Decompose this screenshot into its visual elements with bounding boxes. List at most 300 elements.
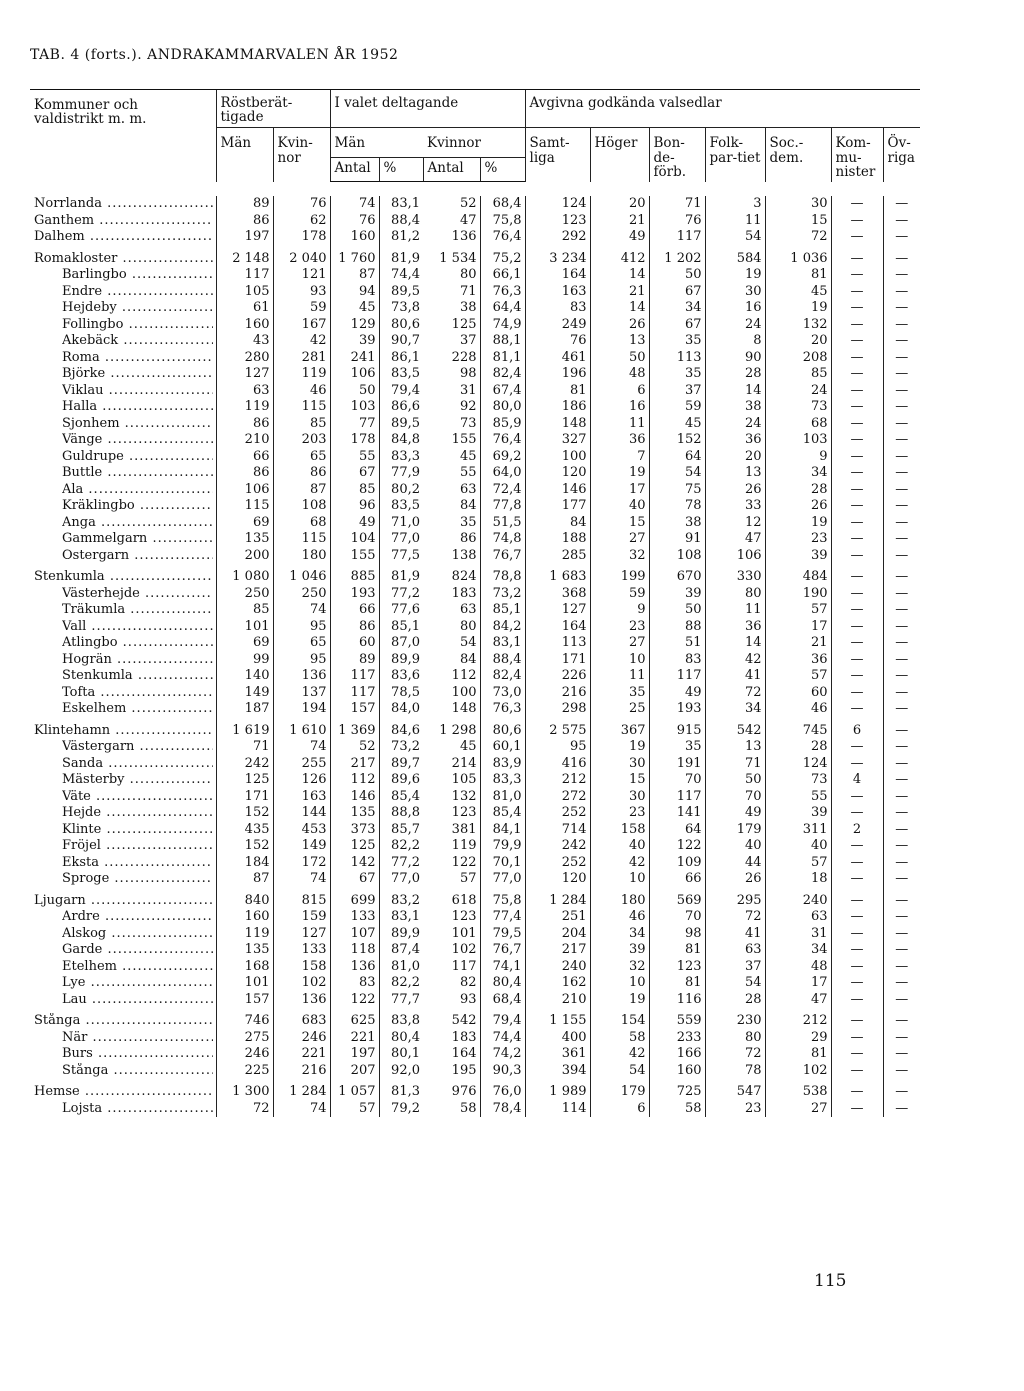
kommun-name-text: Mästerby ..... (62, 772, 213, 789)
cell-kommunister: — (831, 701, 883, 718)
header-pct-man: % (379, 158, 423, 182)
cell-folkpartiet: 37 (705, 959, 765, 976)
cell-deltagande-man-antal: 699 (330, 888, 379, 910)
cell-folkpartiet: 41 (705, 926, 765, 943)
kommun-name (30, 838, 216, 855)
cell-ovriga: — (883, 196, 920, 213)
kommun-name (30, 229, 216, 246)
cell-socdem: 132 (765, 317, 831, 334)
cell-bondeforb: 117 (649, 668, 705, 685)
cell-samtliga: 242 (525, 838, 590, 855)
cell-folkpartiet: 36 (705, 619, 765, 636)
cell-bondeforb: 58 (649, 1101, 705, 1118)
cell-ovriga: — (883, 482, 920, 499)
kommun-name-text: Väte ..... (62, 789, 213, 806)
cell-ovriga: — (883, 1046, 920, 1063)
cell-man: 61 (216, 300, 273, 317)
kommun-name (30, 1046, 216, 1063)
cell-hoger: 23 (590, 619, 649, 636)
cell-folkpartiet: 14 (705, 635, 765, 652)
cell-deltagande-man-antal: 117 (330, 668, 379, 685)
cell-kommunister: — (831, 333, 883, 350)
kommun-name-text: Burs ..... (62, 1046, 213, 1063)
kommun-name-text: Alskog ..... (62, 926, 213, 943)
kommun-name (30, 701, 216, 718)
cell-kvinnor: 108 (273, 498, 330, 515)
kommun-name (30, 635, 216, 652)
cell-kvinnor: 133 (273, 942, 330, 959)
cell-man: 840 (216, 888, 273, 910)
cell-samtliga: 252 (525, 805, 590, 822)
table-row (30, 432, 920, 449)
kommun-name-text: Eskelhem ..... (62, 701, 213, 718)
cell-socdem: 28 (765, 482, 831, 499)
cell-hoger: 42 (590, 855, 649, 872)
cell-bondeforb: 113 (649, 350, 705, 367)
cell-ovriga: — (883, 213, 920, 230)
cell-kvinnor: 62 (273, 213, 330, 230)
kommun-name (30, 465, 216, 482)
cell-kommunister: — (831, 284, 883, 301)
kommun-name-text: Kräklingbo ..... (62, 498, 213, 515)
cell-deltagande-kvinnor-antal: 57 (459, 871, 477, 887)
table-header (30, 90, 920, 182)
cell-socdem: 240 (765, 888, 831, 910)
cell-ovriga: — (883, 432, 920, 449)
cell-deltagande-man-antal: 67 (330, 465, 379, 482)
cell-ovriga: — (883, 668, 920, 685)
kommun-name (30, 515, 216, 532)
cell-deltagande-kvinnor-antal: 125 (451, 316, 477, 332)
cell-deltagande-kvinnor-pct: 85,4 (480, 805, 525, 822)
kommun-name-text: Vall ..... (62, 619, 213, 636)
cell-deltagande-man-antal: 155 (330, 548, 379, 565)
cell-deltagande-man-pct: 82,2 (379, 838, 423, 855)
cell-deltagande-man-pct: 77,2 (379, 586, 423, 603)
cell-folkpartiet: 584 (705, 246, 765, 268)
cell-deltagande-kvinnor-antal: 45 (459, 448, 477, 464)
cell-bondeforb: 569 (649, 888, 705, 910)
cell-bondeforb: 71 (649, 196, 705, 213)
cell-deltagande-man-pct: 83,1 (379, 909, 423, 926)
cell-deltagande-kvinnor-antal: 164 (451, 1046, 477, 1062)
cell-man: 106 (216, 482, 273, 499)
cell-ovriga: — (883, 300, 920, 317)
cell-man: 171 (216, 789, 273, 806)
cell-deltagande-man-antal: 625 (330, 1008, 379, 1030)
cell-deltagande-man-antal: 217 (330, 756, 379, 773)
kommun-name-text: Atlingbo ..... (62, 635, 213, 652)
cell-ovriga: — (883, 449, 920, 466)
cell-deltagande-man-antal: 118 (330, 942, 379, 959)
kommun-name-text: Ljugarn ..... (34, 893, 213, 910)
kommun-name-text: Västerhejde ..... (62, 586, 213, 603)
page-title: TAB. 4 (forts.). ANDRAKAMMARVALEN ÅR 1952 (30, 47, 399, 63)
cell-deltagande-man-pct: 86,1 (379, 350, 423, 367)
cell-deltagande-kvinnor-antal: 84 (459, 498, 477, 514)
cell-deltagande-kvinnor-antal: 52 (459, 196, 477, 212)
cell-bondeforb: 670 (649, 564, 705, 586)
cell-deltagande-man-antal: 55 (330, 449, 379, 466)
cell-socdem: 29 (765, 1030, 831, 1047)
header-avgivna-valsedlar: Avgivna godkända valsedlar (525, 90, 920, 128)
cell-kvinnor: 221 (273, 1046, 330, 1063)
cell-samtliga: 162 (525, 975, 590, 992)
cell-deltagande-kvinnor-antal: 47 (459, 212, 477, 228)
cell-deltagande-kvinnor-antal: 63 (459, 481, 477, 497)
kommun-name-text: Anga ..... (62, 515, 213, 532)
cell-man: 184 (216, 855, 273, 872)
cell-deltagande-kvinnor-pct: 76,4 (480, 229, 525, 246)
cell-samtliga: 461 (525, 350, 590, 367)
cell-deltagande-kvinnor-pct: 74,4 (480, 1030, 525, 1047)
cell-socdem: 39 (765, 805, 831, 822)
cell-ovriga: — (883, 805, 920, 822)
cell-man: 140 (216, 668, 273, 685)
kommun-name (30, 1008, 216, 1030)
cell-socdem: 68 (765, 416, 831, 433)
cell-kommunister: — (831, 317, 883, 334)
cell-deltagande-man-pct: 83,5 (379, 498, 423, 515)
cell-kommunister: — (831, 399, 883, 416)
cell-socdem: 26 (765, 498, 831, 515)
cell-deltagande-man-antal: 39 (330, 333, 379, 350)
cell-man: 101 (216, 619, 273, 636)
cell-kommunister: 2 (831, 822, 883, 839)
cell-kvinnor: 93 (273, 284, 330, 301)
cell-ovriga: — (883, 822, 920, 839)
cell-deltagande-man-pct: 77,2 (379, 855, 423, 872)
table-row (30, 586, 920, 603)
cell-hoger: 19 (590, 465, 649, 482)
cell-deltagande-man-pct: 89,6 (379, 772, 423, 789)
cell-deltagande-man-antal: 49 (330, 515, 379, 532)
cell-kommunister: — (831, 515, 883, 532)
cell-man: 125 (216, 772, 273, 789)
table-row (30, 701, 920, 718)
cell-deltagande-man-antal: 66 (330, 602, 379, 619)
kommun-name (30, 432, 216, 449)
cell-kvinnor: 137 (273, 685, 330, 702)
cell-folkpartiet: 8 (705, 333, 765, 350)
cell-bondeforb: 109 (649, 855, 705, 872)
kommun-name-text: Lye ..... (62, 975, 213, 992)
cell-deltagande-kvinnor-pct: 76,7 (480, 942, 525, 959)
cell-folkpartiet: 71 (705, 756, 765, 773)
cell-samtliga: 216 (525, 685, 590, 702)
cell-kommunister: — (831, 196, 883, 213)
cell-deltagande-kvinnor-antal: 93 (459, 991, 477, 1007)
kommun-name (30, 942, 216, 959)
cell-bondeforb: 193 (649, 701, 705, 718)
cell-man: 200 (216, 548, 273, 565)
cell-deltagande-kvinnor-antal: 31 (459, 382, 477, 398)
cell-samtliga: 100 (525, 449, 590, 466)
cell-kvinnor: 144 (273, 805, 330, 822)
cell-bondeforb: 67 (649, 284, 705, 301)
cell-bondeforb: 88 (649, 619, 705, 636)
table-row (30, 213, 920, 230)
cell-samtliga: 217 (525, 942, 590, 959)
cell-hoger: 199 (590, 564, 649, 586)
cell-deltagande-man-pct: 87,4 (379, 942, 423, 959)
table-row (30, 229, 920, 246)
kommun-name (30, 619, 216, 636)
cell-bondeforb: 35 (649, 366, 705, 383)
cell-samtliga: 120 (525, 871, 590, 888)
cell-deltagande-kvinnor-pct: 83,1 (480, 635, 525, 652)
cell-folkpartiet: 72 (705, 909, 765, 926)
cell-kvinnor: 1 046 (273, 564, 330, 586)
cell-kommunister: — (831, 1008, 883, 1030)
cell-deltagande-man-antal: 106 (330, 366, 379, 383)
cell-deltagande-man-pct: 84,8 (379, 432, 423, 449)
kommun-name-text: Lau ..... (62, 992, 213, 1009)
cell-hoger: 179 (590, 1079, 649, 1101)
cell-deltagande-man-pct: 92,0 (379, 1063, 423, 1080)
cell-socdem: 19 (765, 300, 831, 317)
cell-deltagande-kvinnor-antal: 122 (451, 854, 477, 870)
kommun-name (30, 1030, 216, 1047)
cell-man: 117 (216, 267, 273, 284)
cell-kvinnor: 281 (273, 350, 330, 367)
cell-socdem: 40 (765, 838, 831, 855)
cell-kvinnor: 683 (273, 1008, 330, 1030)
kommun-name-text: Guldrupe ..... (62, 449, 213, 466)
cell-samtliga: 83 (525, 300, 590, 317)
cell-ovriga: — (883, 992, 920, 1009)
kommun-name (30, 888, 216, 910)
cell-deltagande-kvinnor-antal: 80 (459, 267, 477, 283)
kommun-name (30, 685, 216, 702)
cell-deltagande-man-pct: 89,9 (379, 652, 423, 669)
cell-hoger: 26 (590, 317, 649, 334)
cell-samtliga: 127 (525, 602, 590, 619)
cell-samtliga: 1 155 (525, 1008, 590, 1030)
cell-deltagande-kvinnor-antal: 86 (459, 531, 477, 547)
cell-socdem: 9 (765, 449, 831, 466)
kommun-name (30, 756, 216, 773)
cell-deltagande-man-antal: 157 (330, 701, 379, 718)
cell-folkpartiet: 30 (705, 284, 765, 301)
cell-deltagande-kvinnor-pct: 64,0 (480, 465, 525, 482)
cell-socdem: 48 (765, 959, 831, 976)
cell-socdem: 24 (765, 383, 831, 400)
cell-samtliga: 186 (525, 399, 590, 416)
cell-hoger: 42 (590, 1046, 649, 1063)
kommun-name (30, 284, 216, 301)
table-row (30, 498, 920, 515)
cell-deltagande-kvinnor-pct: 68,4 (480, 196, 525, 213)
cell-folkpartiet: 3 (705, 196, 765, 213)
cell-deltagande-kvinnor-pct: 88,4 (480, 652, 525, 669)
table-row (30, 975, 920, 992)
cell-folkpartiet: 34 (705, 701, 765, 718)
cell-folkpartiet: 78 (705, 1063, 765, 1080)
header-ovriga: Öv-riga (883, 128, 920, 182)
cell-bondeforb: 81 (649, 975, 705, 992)
cell-bondeforb: 70 (649, 772, 705, 789)
cell-man: 250 (216, 586, 273, 603)
table-row (30, 1046, 920, 1063)
cell-kommunister: — (831, 465, 883, 482)
cell-kommunister: — (831, 1046, 883, 1063)
cell-samtliga: 120 (525, 465, 590, 482)
cell-folkpartiet: 42 (705, 652, 765, 669)
kommun-name-text: Ala ..... (62, 482, 213, 499)
cell-deltagande-kvinnor-antal: 183 (451, 585, 477, 601)
cell-folkpartiet: 70 (705, 789, 765, 806)
cell-deltagande-man-antal: 112 (330, 772, 379, 789)
cell-hoger: 19 (590, 992, 649, 1009)
cell-deltagande-man-antal: 50 (330, 383, 379, 400)
cell-man: 242 (216, 756, 273, 773)
cell-ovriga: — (883, 942, 920, 959)
cell-hoger: 9 (590, 602, 649, 619)
cell-socdem: 81 (765, 267, 831, 284)
cell-hoger: 32 (590, 548, 649, 565)
kommun-name (30, 366, 216, 383)
cell-ovriga: — (883, 416, 920, 433)
cell-kvinnor: 76 (273, 196, 330, 213)
cell-socdem: 311 (765, 822, 831, 839)
cell-kommunister: — (831, 685, 883, 702)
header-samtliga: Samt-liga (525, 128, 590, 182)
cell-folkpartiet: 54 (705, 975, 765, 992)
kommun-name (30, 300, 216, 317)
cell-man: 69 (216, 635, 273, 652)
cell-deltagande-man-antal: 133 (330, 909, 379, 926)
kommun-name-text: Eksta ..... (62, 855, 213, 872)
cell-bondeforb: 915 (649, 718, 705, 740)
cell-kommunister: — (831, 213, 883, 230)
table-row (30, 805, 920, 822)
cell-kvinnor: 68 (273, 515, 330, 532)
cell-man: 119 (216, 399, 273, 416)
kommun-name (30, 383, 216, 400)
cell-man: 225 (216, 1063, 273, 1080)
cell-hoger: 40 (590, 838, 649, 855)
cell-ovriga: — (883, 789, 920, 806)
cell-socdem: 20 (765, 333, 831, 350)
cell-bondeforb: 51 (649, 635, 705, 652)
table-row (30, 465, 920, 482)
cell-bondeforb: 78 (649, 498, 705, 515)
cell-bondeforb: 38 (649, 515, 705, 532)
cell-folkpartiet: 80 (705, 586, 765, 603)
cell-deltagande-man-pct: 80,4 (379, 1030, 423, 1047)
cell-samtliga: 146 (525, 482, 590, 499)
table-row (30, 739, 920, 756)
cell-deltagande-man-pct: 83,1 (379, 196, 423, 213)
table-row (30, 855, 920, 872)
cell-deltagande-kvinnor-pct: 83,3 (480, 772, 525, 789)
cell-socdem: 102 (765, 1063, 831, 1080)
kommun-name (30, 498, 216, 515)
cell-deltagande-man-antal: 107 (330, 926, 379, 943)
cell-bondeforb: 83 (649, 652, 705, 669)
cell-kommunister: — (831, 586, 883, 603)
cell-hoger: 16 (590, 399, 649, 416)
kommun-name-text: Stånga ..... (62, 1063, 213, 1080)
cell-deltagande-man-antal: 104 (330, 531, 379, 548)
cell-kvinnor: 136 (273, 992, 330, 1009)
cell-bondeforb: 64 (649, 449, 705, 466)
cell-folkpartiet: 54 (705, 229, 765, 246)
cell-bondeforb: 67 (649, 317, 705, 334)
cell-deltagande-kvinnor-pct: 72,4 (480, 482, 525, 499)
cell-deltagande-man-pct: 85,4 (379, 789, 423, 806)
cell-hoger: 23 (590, 805, 649, 822)
cell-samtliga: 164 (525, 267, 590, 284)
cell-folkpartiet: 19 (705, 267, 765, 284)
cell-kommunister: — (831, 959, 883, 976)
cell-bondeforb: 1 202 (649, 246, 705, 268)
kommun-name-text: Viklau ..... (62, 383, 213, 400)
cell-kommunister: — (831, 416, 883, 433)
cell-deltagande-kvinnor-antal: 102 (451, 942, 477, 958)
cell-bondeforb: 166 (649, 1046, 705, 1063)
kommun-name (30, 789, 216, 806)
cell-man: 152 (216, 805, 273, 822)
cell-ovriga: — (883, 718, 920, 740)
cell-kommunister: — (831, 482, 883, 499)
kommun-name-text: Halla ..... (62, 399, 213, 416)
cell-man: 99 (216, 652, 273, 669)
cell-deltagande-man-antal: 1 369 (330, 718, 379, 740)
cell-socdem: 55 (765, 789, 831, 806)
cell-kommunister: — (831, 548, 883, 565)
cell-deltagande-kvinnor-pct: 51,5 (480, 515, 525, 532)
cell-folkpartiet: 11 (705, 213, 765, 230)
cell-folkpartiet: 38 (705, 399, 765, 416)
cell-socdem: 124 (765, 756, 831, 773)
cell-bondeforb: 160 (649, 1063, 705, 1080)
cell-folkpartiet: 11 (705, 602, 765, 619)
kommun-name-text: Lojsta ..... (62, 1101, 213, 1118)
cell-deltagande-man-antal: 67 (330, 871, 379, 888)
kommun-name-text: Norrlanda ..... (34, 196, 213, 213)
cell-deltagande-man-pct: 83,5 (379, 366, 423, 383)
cell-man: 63 (216, 383, 273, 400)
cell-ovriga: — (883, 756, 920, 773)
cell-samtliga: 394 (525, 1063, 590, 1080)
cell-socdem: 23 (765, 531, 831, 548)
cell-kommunister: — (831, 350, 883, 367)
cell-kommunister: — (831, 739, 883, 756)
cell-man: 246 (216, 1046, 273, 1063)
cell-hoger: 35 (590, 685, 649, 702)
cell-folkpartiet: 44 (705, 855, 765, 872)
kommun-name-text: Östergarn ..... (62, 548, 213, 565)
election-table (30, 89, 920, 1117)
cell-folkpartiet: 49 (705, 805, 765, 822)
table-row (30, 366, 920, 383)
cell-bondeforb: 98 (649, 926, 705, 943)
cell-deltagande-man-pct: 83,8 (379, 1008, 423, 1030)
cell-socdem: 21 (765, 635, 831, 652)
cell-folkpartiet: 330 (705, 564, 765, 586)
cell-kvinnor: 255 (273, 756, 330, 773)
kommun-name (30, 992, 216, 1009)
kommun-name-text: Sanda ..... (62, 756, 213, 773)
cell-kvinnor: 126 (273, 772, 330, 789)
cell-deltagande-man-pct: 81,0 (379, 959, 423, 976)
cell-bondeforb: 91 (649, 531, 705, 548)
cell-ovriga: — (883, 317, 920, 334)
cell-deltagande-man-antal: 125 (330, 838, 379, 855)
cell-kvinnor: 46 (273, 383, 330, 400)
